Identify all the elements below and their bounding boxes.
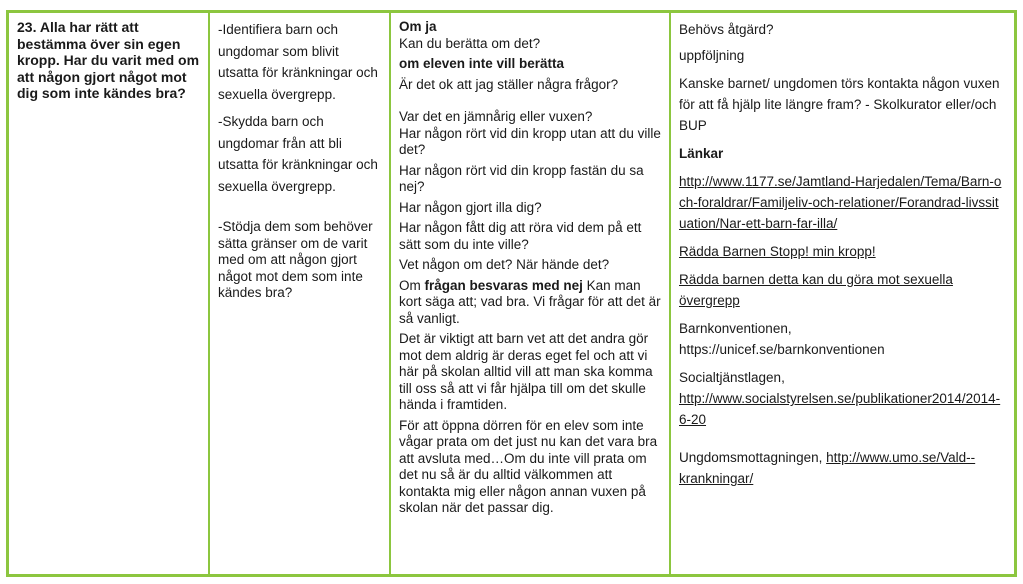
link-1177[interactable]: http://www.1177.se/Jamtland-Harjedalen/Tema/Barn-och-foraldrar/Familjeliv-och-relationer/Forandrad-livssituation/Nar-ett-barn-far-illa/ [679, 174, 1002, 231]
link-radda-barnen-detta[interactable]: Rädda barnen detta kan du göra mot sexuella övergrepp [679, 272, 953, 308]
goal-support: -Stödja dem som behöver sätta gränser om de varit med om att någon gjort något mot dem som inte kändes bra? [218, 219, 373, 300]
followup-hurt: Har någon gjort illa dig? [399, 199, 542, 215]
action-followup: uppföljning [679, 48, 745, 63]
link-radda-barnen-stopp[interactable]: Rädda Barnen Stopp! min kropp! [679, 244, 876, 259]
goal-identify: -Identifiera barn och ungdomar som blivit utsatta för kränkningar och sexuella övergrepp. [218, 22, 378, 102]
action-needed: Behövs åtgärd? [679, 22, 774, 37]
followup-peer: Var det en jämnårig eller vuxen? [399, 109, 593, 124]
spacer [679, 437, 1006, 447]
followup-if-no: Om frågan besvaras med nej Kan man kort säga att; vad bra. Vi frågar för att det är så vanligt. [399, 277, 661, 326]
question-text: 23. Alla har rätt att bestämma över sin egen kropp. Har du varit med om att någon gjort något mot dig som inte kändes bra? [17, 19, 200, 101]
om-eleven-heading: om eleven inte vill berätta [399, 56, 565, 71]
barnkonventionen: Barnkonventionen, https://unicef.se/barnkonventionen [679, 321, 885, 357]
links-heading: Länkar [679, 146, 724, 161]
goals-cell [210, 13, 391, 574]
barnkonventionen-url[interactable]: https://unicef.se/barnkonventionen [679, 342, 885, 357]
om-ja-heading: Om ja [399, 19, 437, 34]
question-cell [9, 13, 210, 574]
spacer [399, 97, 661, 109]
guide-table [6, 10, 1017, 577]
socialtjanstlagen: Socialtjänstlagen, http://www.socialstyrelsen.se/publikationer2014/2014-6-20 [679, 370, 1001, 427]
followup-tell: Kan du berätta om det? [399, 35, 541, 51]
followup-someone-knows: Vet någon om det? När hände det? [399, 257, 610, 272]
followup-touched-no: Har någon rört vid din kropp fastän du sa nej? [399, 162, 644, 194]
followup-touched: Har någon rört vid din kropp utan att du ville det? [399, 125, 661, 157]
umo-link[interactable]: http://www.umo.se/Vald--krankningar/ [679, 450, 976, 486]
followup-made-touch: Har någon fått dig att röra vid dem på ett sätt som du inte ville? [399, 220, 642, 252]
followup-ok: Är det ok att jag ställer några frågor? [399, 76, 619, 92]
actions-cell [671, 13, 1014, 574]
action-maybe: Kanske barnet/ ungdomen törs kontakta någon vuxen för att få hjälp lite längre fram? - Skolkurator eller/och BUP [679, 76, 1000, 133]
followup-cell [391, 13, 671, 574]
goal-protect: -Skydda barn och ungdomar från att bli utsatta för kränkningar och sexuella övergrepp. [218, 114, 378, 194]
ungdomsmottagningen: Ungdomsmottagningen, http://www.umo.se/Vald--krankningar/ [679, 450, 976, 486]
followup-important: Det är viktigt att barn vet att det andra gör mot dem aldrig är deras eget fel och att vi här på skolan alltid vill att man ska komma till oss så att vi får hjälpa till om det skulle hända i framtiden. [399, 331, 653, 412]
socialtjanstlagen-link[interactable]: http://www.socialstyrelsen.se/publikationer2014/2014-6-20 [679, 391, 1001, 427]
followup-open-door: För att öppna dörren för en elev som inte vågar prata om det just nu kan det vara bra att avsluta med…Om du inte vill prata om det nu så är du alltid välkommen att kontakta mig eller någon annan vuxen på skolan när det passar dig. [399, 417, 658, 515]
